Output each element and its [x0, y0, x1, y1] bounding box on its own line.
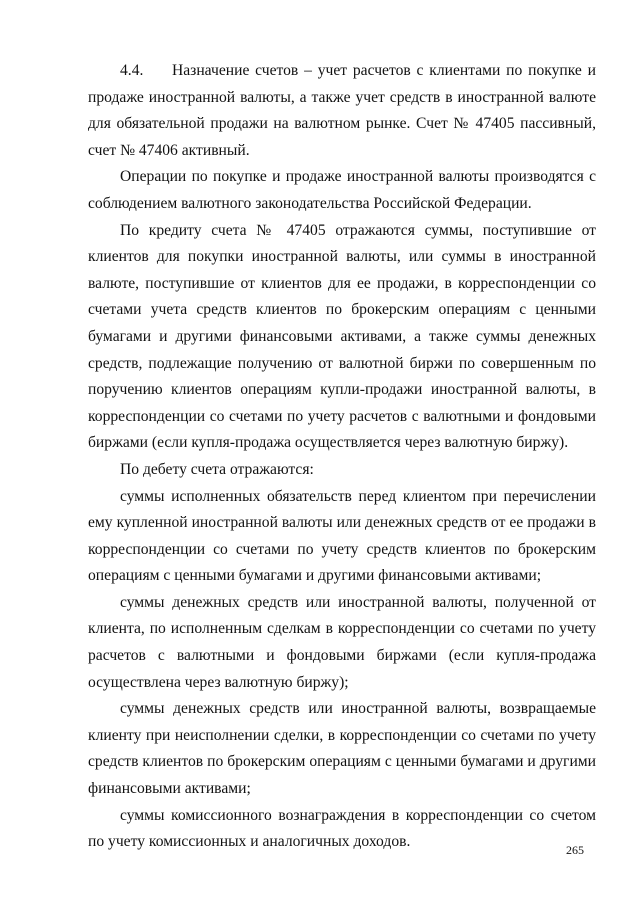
paragraph: суммы комиссионного вознаграждения в корреспонденции со счетом по учету комиссионных и аналогичных доходов. [88, 806, 596, 851]
paragraph-text: Назначение счетов – учет расчетов с клиентами по покупке и продаже иностранной валюты, а также учет средств в иностранной валюте для обязательной продажи на валютном рынке. Счет № 47405 пассивный, счет № 47406 активный. [88, 62, 596, 159]
paragraph: суммы исполненных обязательств перед клиентом при перечислении ему купленной иностранной валюты или денежных средств от ее продажи в корреспонденции со счетами по учету средств клиентов по брокерским операциям с ценными бумагами и другими финансовыми активами; [88, 487, 596, 585]
page-number: 265 [566, 843, 584, 857]
paragraph: Операции по покупке и продаже иностранной валюты производятся с соблюдением валютного законодательства Российской Федерации. [88, 168, 596, 212]
paragraph: По кредиту счета № 47405 отражаются суммы, поступившие от клиентов для покупки иностранной валюты, или суммы в иностранной валюте, поступившие от клиентов для ее продажи, в корреспонденции со счетами учета средств клиентов по брокерским операциям с ценными бумагами и другими финансовыми активами, а также суммы денежных средств, подлежащие получению от валютной биржи по совершенным по поручению клиентов операциям купли-продажи иностранной валюты, в корреспонденции со счетами по учету расчетов с валютными и фондовыми биржами (если купля-продажа осуществляется через валютную биржу). [88, 221, 596, 452]
paragraph: суммы денежных средств или иностранной валюты, возвращаемые клиенту при неисполнении сделки, в корреспонденции со счетами по учету средств клиентов по брокерским операциям с ценными бумагами и другими финансовыми активами; [88, 700, 596, 798]
paragraph: По дебету счета отражаются: [120, 460, 314, 478]
section-number: 4.4. [120, 62, 144, 79]
body-text [88, 58, 596, 856]
paragraph-4-4 [88, 58, 596, 164]
paragraph: суммы денежных средств или иностранной валюты, полученной от клиента, по исполненным сделкам в корреспонденции со счетами по учету расчетов с валютными и фондовыми биржами (если купля-продажа осуществлена через валютную биржу); [88, 593, 596, 691]
